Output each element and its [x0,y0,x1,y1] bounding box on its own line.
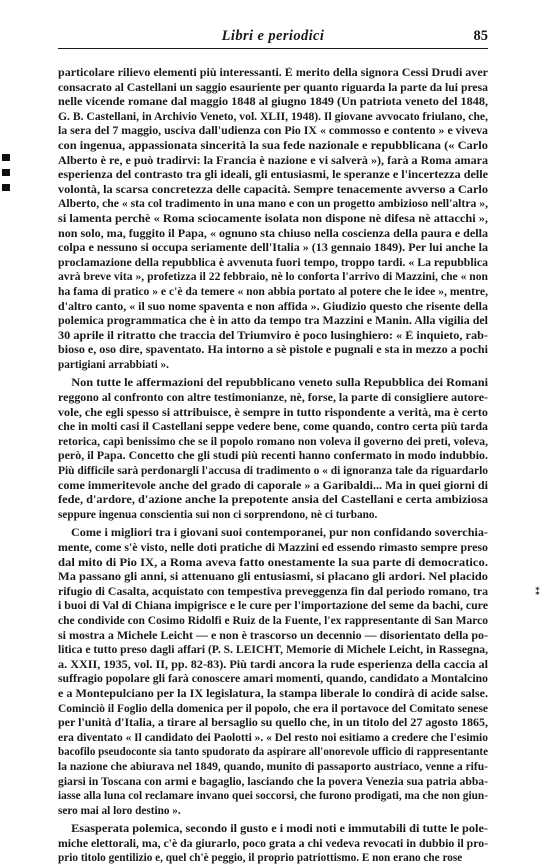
text-line: ha fama di pratico » e c'è da temere « non abbia portato al potere che le idee », mentre, [58,285,488,298]
running-head [58,28,488,49]
text-line: avrà breve vita », profetizza il 22 febbraio, nè lo conforta l'arrivo di Mazzini, che « non [58,271,489,284]
text-line: Come i migliori tra i giovani suoi contemporanei, pur non confidando soverchia- [70,527,489,540]
paragraph [58,526,488,818]
text-line: Alberto, che « sta col tradimento in una mano e con un progetto ambizioso nell'altra », [58,198,489,211]
text-line: miche elettorali, ma, c'è da giurarlo, poco grata a chi vedeva revocati in dubbio il pro- [58,837,489,850]
text-line: Non tutte le affermazioni del repubblicano veneto sulla Repubblica dei Romani [71,377,489,390]
text-line: prio titolo gentilizio e, quel ch'è peggio, il proprio patriottismo. E non erano che rose [58,852,463,865]
text-line: polemica programmatica che è in atto da tempo tra Mazzini e Manin. Alla vigilia del [58,315,488,328]
text-line: con ingenua, appassionata sincerità la sua fede nazionale e repubblicana (« Carlo [58,139,489,152]
text-line: suffragio popolare gli farà conoscere amari momenti, quando, candidato a Montalcino [58,673,488,686]
text-line: Cominciò il Foglio della domenica per il popolo, che era il portavoce del Comitato senese [58,702,489,715]
text-line: come immeritevole anche del grado di caporale » a Garibaldi... Ma in quei giorni di [58,479,488,492]
text-line: non solo, ma, fuggito il Papa, « ognuno sta chiuso nella coscienza della paura e della [58,227,489,240]
page-number: 85 [473,28,488,44]
text-line: però, il Papa. Concetto che gli studi più recenti hanno confermato in modo indubbio. [58,450,488,463]
text-line: fede, d'ardore, d'azione anche la prepotente ansia del Castellani e certa ambiziosa [58,494,489,507]
text-line: iasse alla luna col reclamare invano quei soccorsi, che furono prodigati, ma che non giun- [58,790,489,803]
text-line: bacofilo pseudoconte sia tanto spudorato da aspirare all'onorevole ufficio di rappresentante [58,746,488,759]
text-line: proclamazione della repubblica è avvenuta fuori tempo, troppo tardi. « La repubblica [58,256,489,269]
text-line: la nazione che abiurava nel 1849, quando, munito di passaporto austriaco, venne a rifu- [58,760,488,773]
paragraph [58,822,488,866]
text-line: nelle vicende romane dal maggio 1848 al giugno 1849 (Un patriota veneto del 1848, [58,96,489,109]
text-line: Esasperata polemica, secondo il gusto e i modi noti e immutabili di tutte le pole- [71,823,489,836]
margin-bar-mark [2,154,10,161]
paragraph [58,66,488,372]
text-line: sero mai al loro destino ». [58,804,181,817]
text-line: Più difficile sarà perdonargli l'accusa di tradimento o « di ignoranza tale da riguardarlo [58,465,488,478]
page-header-title: Libri e periodici [221,28,325,44]
text-line: particolare rilievo elementi più interessanti. È merito della signora Cessi Drudi aver [58,67,489,79]
text-line: era diventato « Il candidato dei Paolotti ». « Del resto noi esitiamo a credere che l'esimio [58,731,488,744]
text-line: 30 aprile il ritratto che traccia del Triumviro è poco lusinghiero: « È inquieto, rab- [58,329,488,342]
text-line: mente, come s'è visto, nelle doti pratiche di Mazzini ed essendo rimasto sempre preso [58,542,488,554]
text-line: rifugio di Casalta, acquistato con tempestiva preveggenza fin dal periodo romano, tra [58,585,489,598]
text-line: i buoi di Val di Chiana impigrisce e le cure per l'importazione del seme da bachi, cure [58,600,488,613]
text-line: vole, che egli spesso si attribuisce, è sempre in tutto rispondente a verità, ma è certo [58,406,489,419]
text-line: d'altro canto, « il suo nome spaventa e non affida ». Giudizio questo che risente della [58,300,488,313]
text-line: litica e tutto preso dagli affari (P. S. LEICHT, Memorie di Michele Leicht, in Rassegna, [58,644,489,657]
text-line: esperienza del contrasto tra gli ideali, gli entusiasmi, le speranze e l'incertezza delle [58,169,489,182]
margin-bar-mark [2,184,10,191]
text-line: giarsi in Toscana con armi e bagaglio, lasciando che la povera Venezia sua patria abba- [58,775,489,788]
text-line: volontà, la scarsa concretezza delle capacità. Sempre tenacemente avverso a Carlo [58,183,489,196]
paragraph [58,376,488,522]
text-line: a. XXII, 1935, vol. II, pp. 82-83). Più tardi ancora la rude esperienza della caccia al [58,658,488,671]
edge-mark: ⁑ [535,587,541,598]
text-line: per l'unità d'Italia, a tirare al bersaglio su quello che, in un titolo del 27 agosto 1865, [58,717,489,730]
margin-bar-mark [2,169,10,176]
text-line: Ma passano gli anni, si attenuano gli entusiasmi, si placano gli ardori. Nel placido [58,571,489,584]
text-line: si lamenta perchè « Roma sciocamente isolata non dispone nè difesa nè attacchi », [58,212,489,225]
text-line: colpa e nessuno si occupa seriamente dell'Italia » (13 gennaio 1849). Per lui anche la [58,242,489,255]
text-line: retorica, capì benissimo che se il popolo romano non voleva il governo dei preti, voleva, [58,435,489,448]
text-line: bioso e, oso dire, spaventato. Ha intorno a sè pistole e pugnali e sta in mezzo a pochi [58,344,488,357]
text-line: dal mito di Pio IX, a Roma aveva fatto onestamente la sua parte di democratico. [58,556,489,569]
text-line: partigiani arrabbiati ». [58,358,169,371]
text-line: la sera del 7 maggio, usciva dall'udienza con Pio IX « commosso e contento » e viveva [58,125,488,138]
text-line: consacrato al Castellani un saggio esauriente per quanto riguarda la parte da lui presa [58,81,488,94]
text-line: Alberto è re, e può tradirvi: la Francia è nazione e vi salverà »), farà a Roma amara [58,154,489,167]
text-line: si mostra a Michele Leicht — e non è trascorso un decennio — disorientato della po- [58,629,489,642]
text-line: che in molti casi il Castellani seppe vedere bene, come quando, contro certa più tarda [58,421,488,434]
text-line: e a Montepulciano per la IX legislatura, la stampa liberale lo condirà di acide salse. [58,687,489,700]
text-line: reggono al confronto con altre testimonianze, nè, forse, la parte di consigliere autore- [58,392,489,405]
text-line: seppure ingenua conscientia sui non ci sorprendono, nè ci turbano. [58,508,378,521]
text-line: G. B. Castellani, in Archivio Veneto, vol. XLII, 1948). Il giovane avvocato friulano, che, [58,110,489,123]
text-line: che condivide con Cosimo Ridolfi e Ruiz de la Fuente, l'ex rappresentante di San Marco [58,614,489,627]
body-text [58,66,488,866]
